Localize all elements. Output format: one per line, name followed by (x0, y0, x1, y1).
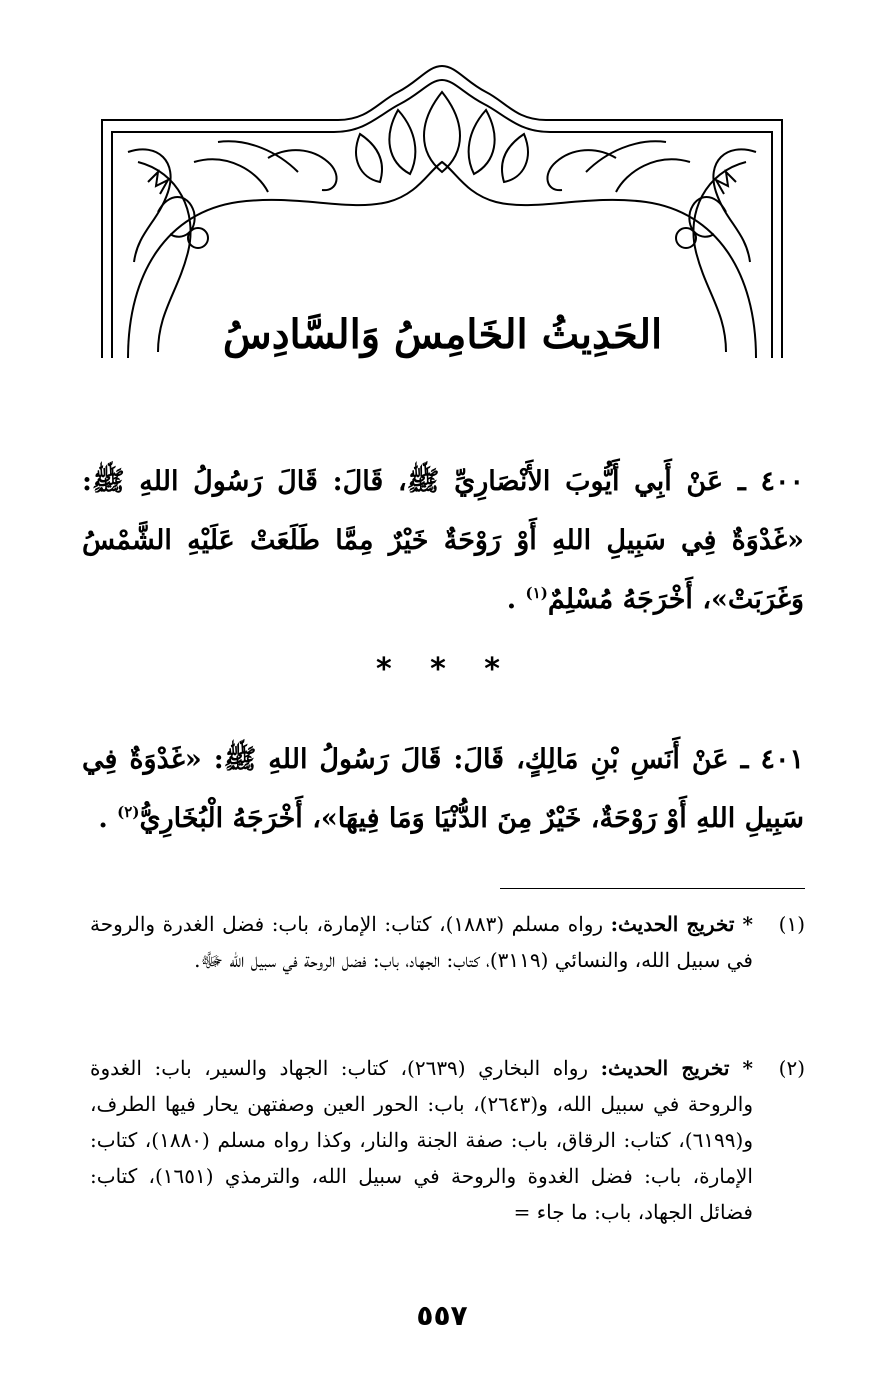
page-number: ٥٥٧ (416, 1299, 468, 1332)
hadith-end: . (506, 584, 517, 615)
hadith-text: عَنْ أَنَسِ بْنِ مَالِكٍ، قَالَ: قَالَ رَسُولُ اللهِ ﷺ: «غَدْوَةٌ فِي سَبِيلِ اللهِ أَوْ رَوْحَةٌ، خَيْرٌ مِنَ الدُّنْيَا وَمَا فِيهَا»، أَخْرَجَهُ الْبُخَارِيُّ (82, 744, 804, 834)
footnote-lead: * تخريج الحديث: (610, 912, 754, 936)
section-separator: * * * (376, 652, 514, 687)
footnote-number: (٢) (778, 1056, 805, 1080)
hadith-text: عَنْ أَبِي أَيُّوبَ الأَنْصَارِيِّ ﷺ، قَالَ: قَالَ رَسُولُ اللهِ ﷺ: «غَدْوَةٌ فِي سَبِيلِ اللهِ أَوْ رَوْحَةٌ خَيْرٌ مِمَّا طَلَعَتْ عَلَيْهِ الشَّمْسُ وَغَرَبَتْ»، أَخْرَجَهُ مُسْلِمٌ (82, 466, 804, 615)
footnote-text: رواه مسلم (١٨٨٣)، كتاب: الإمارة، باب: فضل الغدرة والروحة في سبيل الله، والنسائي (٣١١٩)، كتاب: الجهاد، باب: فضل الروحة في سبيل الله ﷻ. (90, 912, 753, 972)
footnote-ref[interactable]: (٢) (117, 803, 140, 821)
footnote-divider (500, 888, 805, 889)
footnote-text: رواه البخاري (٢٦٣٩)، كتاب: الجهاد والسير، باب: الغدوة والروحة في سبيل الله، و(٢٦٤٣)، باب: الحور العين وصفتهن يحار فيها الطرف، و(٦١٩٩)، كتاب: الرقاق، باب: صفة الجنة والنار، وكذا رواه مسلم (١٨٨٠)، كتاب: الإمارة، باب: فضل الغدوة والروحة في سبيل الله، والترمذي (١٦٥١)، كتاب: فضائل الجهاد، باب: ما جاء = (90, 1056, 753, 1224)
footnote-1 (90, 906, 805, 978)
footnote-2 (90, 1050, 805, 1230)
hadith-400: ٤٠٠ ـ عَنْ أَبِي أَيُّوبَ الأَنْصَارِيِّ ﷺ، قَالَ: قَالَ رَسُولُ اللهِ ﷺ: «غَدْوَةٌ فِي سَبِيلِ اللهِ أَوْ رَوْحَةٌ خَيْرٌ مِمَّا طَلَعَتْ عَلَيْهِ الشَّمْسُ وَغَرَبَتْ»، أَخْرَجَهُ مُسْلِمٌ$^{(١)}$ . (82, 466, 804, 615)
footnote-ref[interactable]: (١) (525, 584, 548, 602)
footnote-lead: * تخريج الحديث: (600, 1056, 753, 1080)
chapter-title: الحَدِيثُ الخَامِسُ وَالسَّادِسُ (222, 311, 663, 358)
hadith-number: ٤٠٠ (760, 466, 804, 497)
footnote-number: (١) (778, 912, 805, 936)
hadith-401: ٤٠١ ـ عَنْ أَنَسِ بْنِ مَالِكٍ، قَالَ: قَالَ رَسُولُ اللهِ ﷺ: «غَدْوَةٌ فِي سَبِيلِ اللهِ أَوْ رَوْحَةٌ، خَيْرٌ مِنَ الدُّنْيَا وَمَا فِيهَا»، أَخْرَجَهُ الْبُخَارِيُّ$^{(٢)}$ . (82, 744, 804, 834)
hadith-number: ٤٠١ (760, 744, 804, 775)
hadith-end: . (98, 803, 108, 834)
